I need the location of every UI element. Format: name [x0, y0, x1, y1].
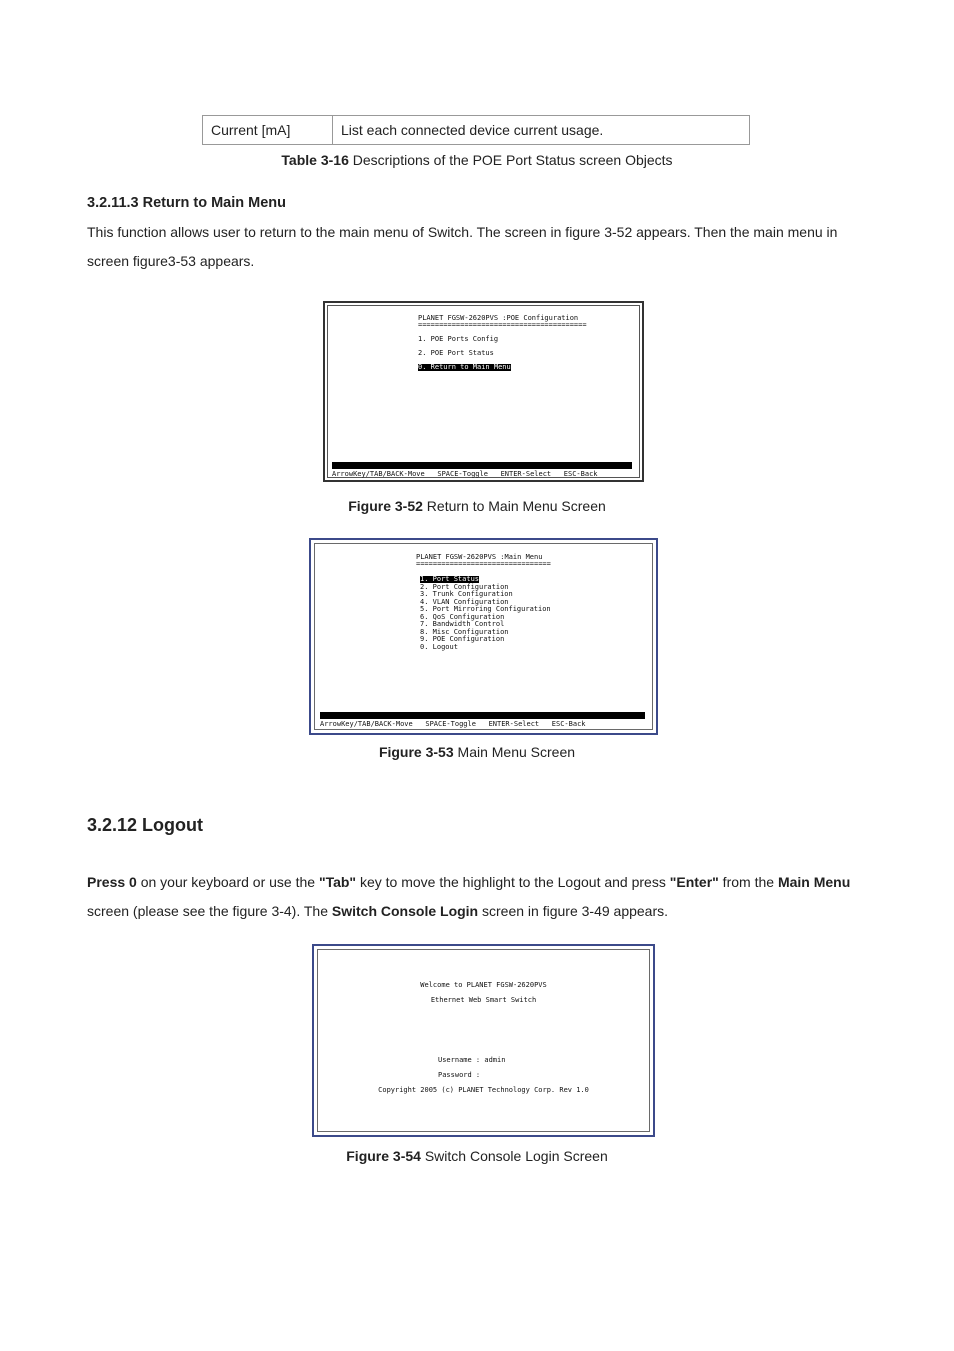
figure-ref-52: Figure 3-52 [348, 498, 423, 514]
text-span: key to move the highlight to the Logout and press [356, 874, 670, 890]
menu-item-bandwidth-control: 7. Bandwidth Control [420, 620, 505, 628]
section-heading-return: 3.2.11.3 Return to Main Menu [87, 195, 287, 211]
menu-item-poe-configuration: 9. POE Configuration [420, 635, 505, 643]
figure-text-54: Switch Console Login Screen [420, 1148, 608, 1164]
screen-inner-frame [317, 949, 650, 1132]
menu-item-trunk-configuration: 3. Trunk Configuration [420, 590, 513, 598]
text-span: from the [718, 874, 778, 890]
title-rule: ======================================== [418, 321, 587, 329]
menu-item-poe-port-status: 2. POE Port Status [418, 349, 494, 357]
bold-main-menu: Main Menu [777, 874, 851, 890]
menu-item-port-configuration: 2. Port Configuration [420, 582, 509, 591]
screen-inner-frame [327, 305, 640, 478]
menu-item-qos-configuration: 6. QoS Configuration [420, 612, 505, 621]
figure-caption-53 [0, 744, 954, 760]
menu-item-poe-ports-config: 1. POE Ports Config [418, 335, 499, 343]
text-span: screen in figure 3-49 appears. [478, 903, 669, 919]
table-caption-ref: Table 3-16 [281, 152, 349, 168]
table-caption-text: Descriptions of the POE Port Status screen Objects [348, 152, 673, 168]
menu-item-port-mirroring: 5. Port Mirroring Configuration [420, 605, 551, 613]
menu-item-misc-configuration: 8. Misc Configuration [420, 627, 509, 636]
description-table-row [202, 115, 750, 145]
figure-caption-54 [0, 1148, 954, 1164]
figure-ref-54: Figure 3-54 [346, 1148, 421, 1164]
figure-caption-52 [0, 498, 954, 514]
text-span: screen (please see the figure 3-4). The [87, 903, 332, 919]
copyright-text: Copyright 2005 (c) PLANET Technology Corp. Rev 1.0 [378, 1086, 589, 1094]
bold-tab: "Tab" [318, 874, 357, 890]
section-paragraph-logout [87, 868, 887, 926]
text-span: on your keyboard or use the [136, 874, 319, 890]
figure-ref-53: Figure 3-53 [378, 744, 454, 760]
login-screen [312, 944, 655, 1137]
title-rule: ================================ [416, 560, 551, 568]
bold-enter: "Enter" [669, 874, 719, 890]
key-help: ArrowKey/TAB/BACK-Move SPACE-Toggle ENTER-Select ESC-Back [320, 720, 586, 728]
screen-title: PLANET FGSW-2620PVS :Main Menu [416, 553, 543, 561]
table-caption [0, 152, 954, 168]
para-line-2: screen figure3-53 appears. [87, 253, 255, 269]
logout-line-2 [87, 897, 887, 926]
bold-switch-console-login: Switch Console Login [331, 903, 479, 919]
figure-text-52: Return to Main Menu Screen [422, 498, 606, 514]
menu-item-port-status: 1. Port Status [420, 575, 480, 583]
bold-press-0: Press 0 [87, 874, 137, 890]
main-menu-screen [309, 538, 658, 735]
poe-config-screen [323, 301, 644, 482]
status-bar [332, 462, 632, 469]
para-line-1: This function allows user to return to the main menu of Switch. The screen in figure 3-52 appears. Then the main menu in [87, 224, 838, 240]
menu-item-logout: 0. Logout [420, 642, 458, 651]
status-bar [320, 712, 645, 719]
screen-title: PLANET FGSW-2620PVS :POE Configuration [418, 314, 579, 322]
welcome-text: Welcome to PLANET FGSW-2620PVS [420, 981, 547, 989]
section-paragraph-return [87, 218, 887, 276]
section-heading-logout: 3.2.12 Logout [87, 815, 204, 835]
product-text: Ethernet Web Smart Switch [430, 996, 537, 1004]
table-cell-description: List each connected device current usage. [341, 122, 604, 138]
key-help: ArrowKey/TAB/BACK-Move SPACE-Toggle ENTER-Select ESC-Back [332, 470, 598, 478]
username-field: Username : admin [438, 1056, 506, 1064]
table-cell-label: Current [mA] [203, 116, 333, 144]
figure-text-53: Main Menu Screen [453, 744, 576, 760]
password-field: Password : [438, 1071, 481, 1079]
logout-line-1 [87, 868, 887, 897]
menu-item-vlan-configuration: 4. VLAN Configuration [420, 597, 509, 606]
menu-item-return-main-menu: 0. Return to Main Menu [418, 363, 511, 371]
